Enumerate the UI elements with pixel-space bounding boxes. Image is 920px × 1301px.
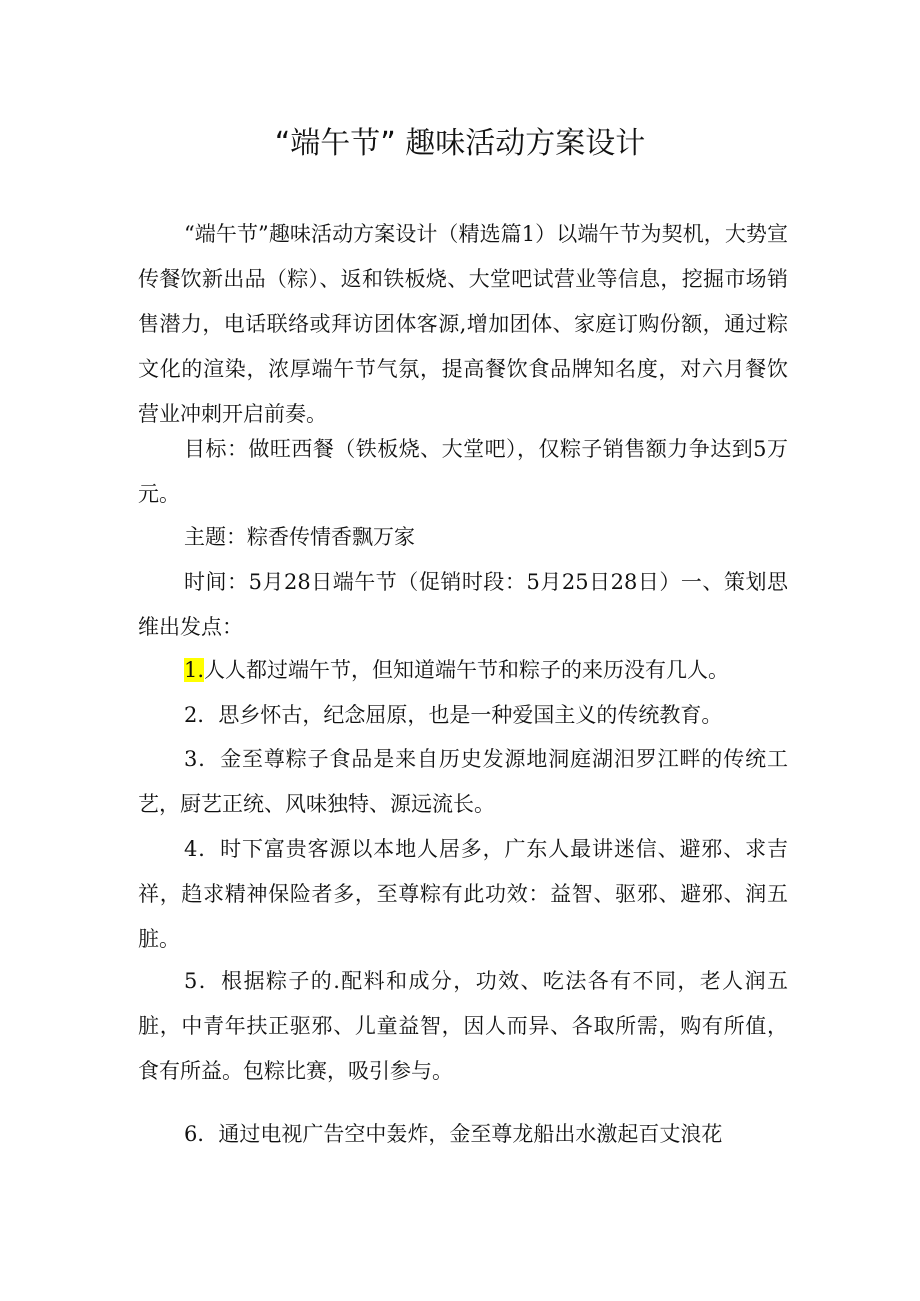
list-item-1 [138,648,788,693]
document-title: “端午节” 趣味活动方案设计 [274,126,646,161]
list-item-1-text: 人人都过端午节，但知道端午节和粽子的来历没有几人。 [204,658,730,682]
time-paragraph: 时间：5月28日端午节（促销时段：5月25日28日）一、策划思维出发点： [138,570,788,639]
intro-paragraph: “端午节”趣味活动方案设计（精选篇1）以端午节为契机，大势宣传餐饮新出品（粽）、返和铁板烧、大堂吧试营业等信息，挖掘市场销售潜力，电话联络或拜访团体客源,增加团体、家庭订购份额，通过粽文化的渲染，浓厚端午节气氛，提高餐饮食品牌知名度，对六月餐饮营业冲刺开启前奏。 [138,222,788,426]
theme-paragraph: 主题：粽香传情香飘万家 [184,525,415,549]
highlighted-number: 1. [184,658,205,682]
list-item-2: 2．思乡怀古，纪念屈原，也是一种爱国主义的传统教育。 [184,703,723,727]
list-item-6: 6．通过电视广告空中轰炸，金至尊龙船出水激起百丈浪花 [184,1122,723,1146]
list-item-4: 4．时下富贵客源以本地人居多，广东人最讲迷信、避邪、求吉祥，趋求精神保险者多，至尊粽有此功效：益智、驱邪、避邪、润五脏。 [138,837,788,951]
list-item-5: 5．根据粽子的.配料和成分，功效、吃法各有不同，老人润五脏，中青年扶正驱邪、儿童益智，因人而异、各取所需，购有所值，食有所益。包粽比赛，吸引参与。 [138,969,788,1083]
list-item-3: 3．金至尊粽子食品是来自历史发源地洞庭湖汨罗江畔的传统工艺，厨艺正统、风味独特、源远流长。 [138,747,788,816]
goal-paragraph: 目标：做旺西餐（铁板烧、大堂吧），仅粽子销售额力争达到5万元。 [138,437,788,506]
